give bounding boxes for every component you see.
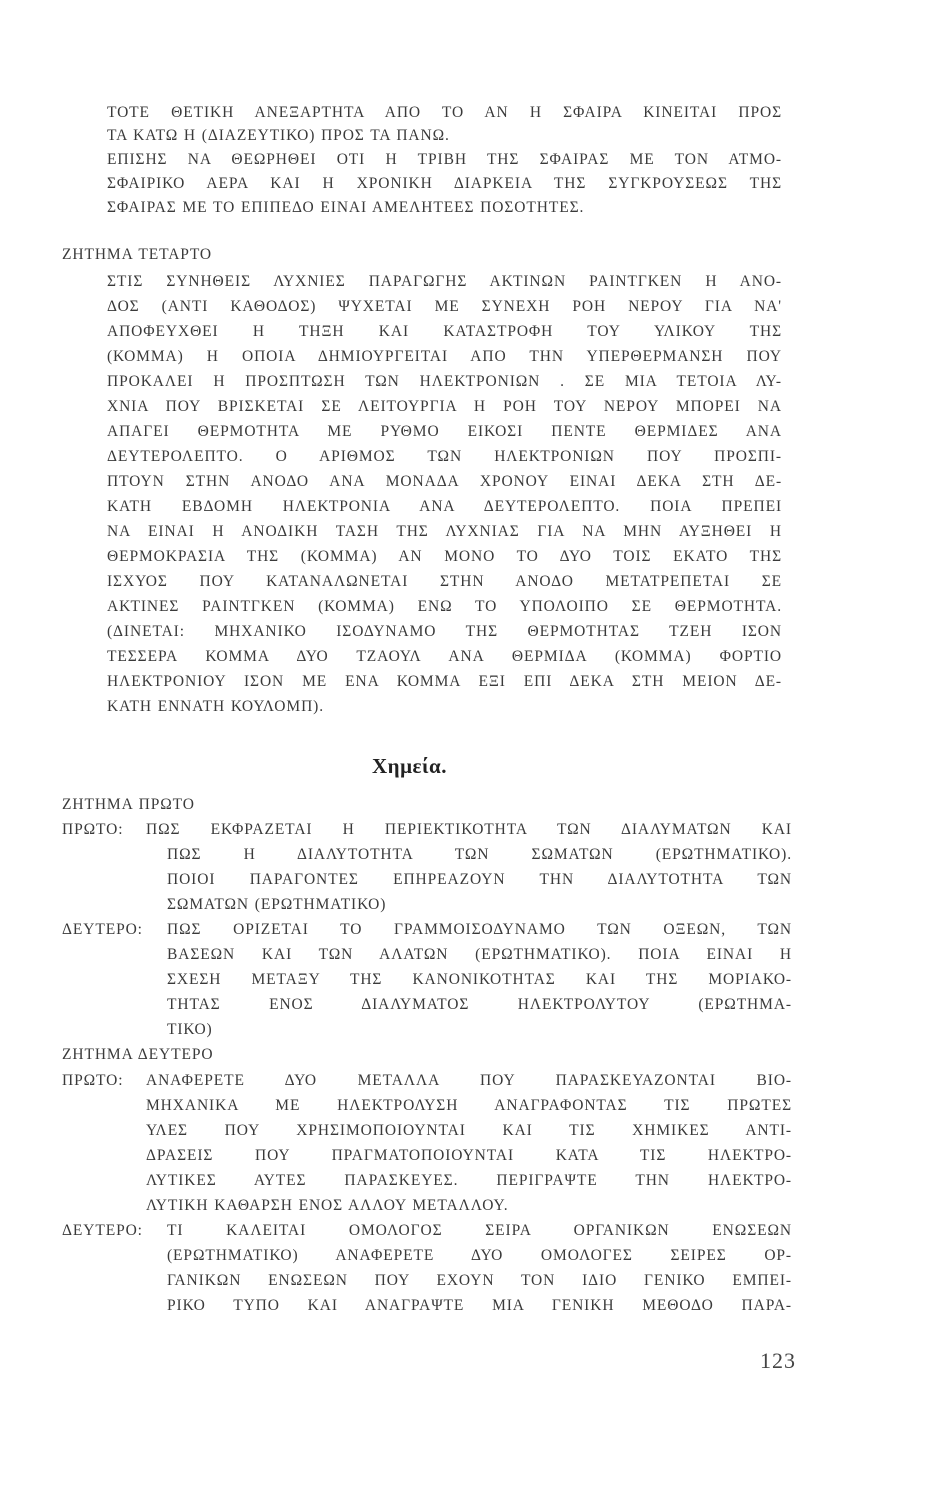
text-line: ΝΑ ΕΙΝΑΙ Η ΑΝΟΔΙΚΗ ΤΑΣΗ ΤΗΣ ΛΥΧΝΙΑΣ ΓΙΑ ΝΑ ΜΗΝ ΑΥΞΗΘΕΙ Η bbox=[107, 523, 782, 540]
text-line: ΣΧΕΣΗ ΜΕΤΑΞΥ ΤΗΣ ΚΑΝΟΝΙΚΟΤΗΤΑΣ ΚΑΙ ΤΗΣ ΜΟΡΙΑΚΟ- bbox=[167, 971, 792, 988]
question-label: ΔΕΥΤΕΡΟ: bbox=[62, 921, 143, 938]
question-label: ΠΡΩΤΟ: bbox=[62, 1072, 124, 1089]
text-line: ΔΕΥΤΕΡΟΛΕΠΤΟ. Ο ΑΡΙΘΜΟΣ ΤΩΝ ΗΛΕΚΤΡΟΝΙΩΝ ΠΟΥ ΠΡΟΣΠΙ- bbox=[107, 448, 782, 465]
text-line: ΛΥΤΙΚΕΣ ΑΥΤΕΣ ΠΑΡΑΣΚΕΥΕΣ. ΠΕΡΙΓΡΑΨΤΕ ΤΗΝ ΗΛΕΚΤΡΟ- bbox=[146, 1172, 792, 1189]
text-line: ΑΠΟΦΕΥΧΘΕΙ Η ΤΗΞΗ ΚΑΙ ΚΑΤΑΣΤΡΟΦΗ ΤΟΥ ΥΛΙΚΟΥ ΤΗΣ bbox=[107, 323, 782, 340]
text-line: ΣΤΙΣ ΣΥΝΗΘΕΙΣ ΛΥΧΝΙΕΣ ΠΑΡΑΓΩΓΗΣ ΑΚΤΙΝΩΝ ΡΑΙΝΤΓΚΕΝ Η ΑΝΟ- bbox=[107, 273, 782, 290]
text-line: ΓΑΝΙΚΩΝ ΕΝΩΣΕΩΝ ΠΟΥ ΕΧΟΥΝ ΤΟΝ ΙΔΙΟ ΓΕΝΙΚΟ ΕΜΠΕΙ- bbox=[167, 1272, 792, 1289]
question-label: ΔΕΥΤΕΡΟ: bbox=[62, 1222, 143, 1239]
text-line: ΠΩΣ Η ΔΙΑΛΥΤΟΤΗΤΑ ΤΩΝ ΣΩΜΑΤΩΝ (ΕΡΩΤΗΜΑΤΙΚΟ). bbox=[167, 846, 792, 863]
text-line: (ΚΟΜΜΑ) Η ΟΠΟΙΑ ΔΗΜΙΟΥΡΓΕΙΤΑΙ ΑΠΟ ΤΗΝ ΥΠΕΡΘΕΡΜΑΝΣΗ ΠΟΥ bbox=[107, 348, 782, 365]
text-line: ΕΠΙΣΗΣ ΝΑ ΘΕΩΡΗΘΕΙ ΟΤΙ Η ΤΡΙΒΗ ΤΗΣ ΣΦΑΙΡΑΣ ΜΕ ΤΟΝ ΑΤΜΟ- bbox=[107, 151, 782, 168]
text-line: ΥΛΕΣ ΠΟΥ ΧΡΗΣΙΜΟΠΟΙΟΥΝΤΑΙ ΚΑΙ ΤΙΣ ΧΗΜΙΚΕΣ ΑΝΤΙ- bbox=[146, 1122, 792, 1139]
text-line: ΤΑ ΚΑΤΩ Η (ΔΙΑΖΕΥΤΙΚΟ) ΠΡΟΣ ΤΑ ΠΑΝΩ. bbox=[107, 127, 450, 144]
text-line: ΚΑΤΗ ΕΒΔΟΜΗ ΗΛΕΚΤΡΟΝΙΑ ΑΝΑ ΔΕΥΤΕΡΟΛΕΠΤΟ. ΠΟΙΑ ΠΡΕΠΕΙ bbox=[107, 498, 782, 515]
text-line: ΠΡΟΚΑΛΕΙ Η ΠΡΟΣΠΤΩΣΗ ΤΩΝ ΗΛΕΚΤΡΟΝΙΩΝ . ΣΕ ΜΙΑ ΤΕΤΟΙΑ ΛΥ- bbox=[107, 373, 782, 390]
text-line: ΘΕΡΜΟΚΡΑΣΙΑ ΤΗΣ (ΚΟΜΜΑ) ΑΝ ΜΟΝΟ ΤΟ ΔΥΟ ΤΟΙΣ ΕΚΑΤΟ ΤΗΣ bbox=[107, 548, 782, 565]
text-line: ΔΡΑΣΕΙΣ ΠΟΥ ΠΡΑΓΜΑΤΟΠΟΙΟΥΝΤΑΙ ΚΑΤΑ ΤΙΣ ΗΛΕΚΤΡΟ- bbox=[146, 1147, 792, 1164]
text-line: ΡΙΚΟ ΤΥΠΟ ΚΑΙ ΑΝΑΓΡΑΨΤΕ ΜΙΑ ΓΕΝΙΚΗ ΜΕΘΟΔΟ ΠΑΡΑ- bbox=[167, 1297, 792, 1314]
text-line: ΤΗΤΑΣ ΕΝΟΣ ΔΙΑΛΥΜΑΤΟΣ ΗΛΕΚΤΡΟΛΥΤΟΥ (ΕΡΩΤΗΜΑ- bbox=[167, 996, 792, 1013]
question-label: ΠΡΩΤΟ: bbox=[62, 821, 124, 838]
text-line: ΠΩΣ ΕΚΦΡΑΖΕΤΑΙ Η ΠΕΡΙΕΚΤΙΚΟΤΗΤΑ ΤΩΝ ΔΙΑΛΥΜΑΤΩΝ ΚΑΙ bbox=[146, 821, 792, 838]
text-line: (ΕΡΩΤΗΜΑΤΙΚΟ) ΑΝΑΦΕΡΕΤΕ ΔΥΟ ΟΜΟΛΟΓΕΣ ΣΕΙΡΕΣ ΟΡ- bbox=[167, 1247, 792, 1264]
text-line: ΣΦΑΙΡΑΣ ΜΕ ΤΟ ΕΠΙΠΕΔΟ ΕΙΝΑΙ ΑΜΕΛΗΤΕΕΣ ΠΟΣΟΤΗΤΕΣ. bbox=[107, 199, 585, 216]
page-number: 123 bbox=[760, 1348, 796, 1373]
text-line: ΤΙ ΚΑΛΕΙΤΑΙ ΟΜΟΛΟΓΟΣ ΣΕΙΡΑ ΟΡΓΑΝΙΚΩΝ ΕΝΩΣΕΩΝ bbox=[167, 1222, 792, 1239]
text-line: ΜΗΧΑΝΙΚΑ ΜΕ ΗΛΕΚΤΡΟΛΥΣΗ ΑΝΑΓΡΑΦΟΝΤΑΣ ΤΙΣ ΠΡΩΤΕΣ bbox=[146, 1097, 792, 1114]
text-line: ΔΟΣ (ΑΝΤΙ ΚΑΘΟΔΟΣ) ΨΥΧΕΤΑΙ ΜΕ ΣΥΝΕΧΗ ΡΟΗ ΝΕΡΟΥ ΓΙΑ ΝΑ' bbox=[107, 298, 782, 315]
text-line: ΤΙΚΟ) bbox=[167, 1021, 213, 1038]
text-line: ΠΩΣ ΟΡΙΖΕΤΑΙ ΤΟ ΓΡΑΜΜΟΙΣΟΔΥΝΑΜΟ ΤΩΝ ΟΞΕΩΝ, ΤΩΝ bbox=[167, 921, 792, 938]
text-line: (ΔΙΝΕΤΑΙ: ΜΗΧΑΝΙΚΟ ΙΣΟΔΥΝΑΜΟ ΤΗΣ ΘΕΡΜΟΤΗΤΑΣ ΤΖΕΗ ΙΣΟΝ bbox=[107, 623, 782, 640]
text-line: ΣΦΑΙΡΙΚΟ ΑΕΡΑ ΚΑΙ Η ΧΡΟΝΙΚΗ ΔΙΑΡΚΕΙΑ ΤΗΣ ΣΥΓΚΡΟΥΣΕΩΣ ΤΗΣ bbox=[107, 175, 782, 192]
topic-heading: ΖΗΤΗΜΑ ΔΕΥΤΕΡΟ bbox=[62, 1046, 214, 1063]
text-line: ΑΠΑΓΕΙ ΘΕΡΜΟΤΗΤΑ ΜΕ ΡΥΘΜΟ ΕΙΚΟΣΙ ΠΕΝΤΕ ΘΕΡΜΙΔΕΣ ΑΝΑ bbox=[107, 423, 782, 440]
topic-heading: ΖΗΤΗΜΑ ΠΡΩΤΟ bbox=[62, 796, 195, 813]
text-line: ΙΣΧΥΟΣ ΠΟΥ ΚΑΤΑΝΑΛΩΝΕΤΑΙ ΣΤΗΝ ΑΝΟΔΟ ΜΕΤΑΤΡΕΠΕΤΑΙ ΣΕ bbox=[107, 573, 782, 590]
text-line: ΚΑΤΗ ΕΝΝΑΤΗ ΚΟΥΛΟΜΠ). bbox=[107, 698, 325, 715]
text-line: ΧΝΙΑ ΠΟΥ ΒΡΙΣΚΕΤΑΙ ΣΕ ΛΕΙΤΟΥΡΓΙΑ Η ΡΟΗ ΤΟΥ ΝΕΡΟΥ ΜΠΟΡΕΙ ΝΑ bbox=[107, 398, 782, 415]
text-line: ΠΟΙΟΙ ΠΑΡΑΓΟΝΤΕΣ ΕΠΗΡΕΑΖΟΥΝ ΤΗΝ ΔΙΑΛΥΤΟΤΗΤΑ ΤΩΝ bbox=[167, 871, 792, 888]
text-line: ΑΝΑΦΕΡΕΤΕ ΔΥΟ ΜΕΤΑΛΛΑ ΠΟΥ ΠΑΡΑΣΚΕΥΑΖΟΝΤΑΙ ΒΙΟ- bbox=[146, 1072, 792, 1089]
text-line: ΒΑΣΕΩΝ ΚΑΙ ΤΩΝ ΑΛΑΤΩΝ (ΕΡΩΤΗΜΑΤΙΚΟ). ΠΟΙΑ ΕΙΝΑΙ Η bbox=[167, 946, 792, 963]
text-line: ΤΕΣΣΕΡΑ ΚΟΜΜΑ ΔΥΟ ΤΖΑΟΥΛ ΑΝΑ ΘΕΡΜΙΔΑ (ΚΟΜΜΑ) ΦΟΡΤΙΟ bbox=[107, 648, 782, 665]
text-line: ΑΚΤΙΝΕΣ ΡΑΙΝΤΓΚΕΝ (ΚΟΜΜΑ) ΕΝΩ ΤΟ ΥΠΟΛΟΙΠΟ ΣΕ ΘΕΡΜΟΤΗΤΑ. bbox=[107, 598, 782, 615]
text-line: ΛΥΤΙΚΗ ΚΑΘΑΡΣΗ ΕΝΟΣ ΑΛΛΟΥ ΜΕΤΑΛΛΟΥ. bbox=[146, 1197, 509, 1214]
section-title: Χημεία. bbox=[372, 754, 447, 778]
topic-heading: ΖΗΤΗΜΑ ΤΕΤΑΡΤΟ bbox=[62, 246, 212, 263]
text-line: ΤΟΤΕ ΘΕΤΙΚΗ ΑΝΕΞΑΡΤΗΤΑ ΑΠΟ ΤΟ ΑΝ Η ΣΦΑΙΡΑ ΚΙΝΕΙΤΑΙ ΠΡΟΣ bbox=[107, 104, 782, 121]
text-line: ΠΤΟΥΝ ΣΤΗΝ ΑΝΟΔΟ ΑΝΑ ΜΟΝΑΔΑ ΧΡΟΝΟΥ ΕΙΝΑΙ ΔΕΚΑ ΣΤΗ ΔΕ- bbox=[107, 473, 782, 490]
text-line: ΗΛΕΚΤΡΟΝΙΟΥ ΙΣΟΝ ΜΕ ΕΝΑ ΚΟΜΜΑ ΕΞΙ ΕΠΙ ΔΕΚΑ ΣΤΗ ΜΕΙΟΝ ΔΕ- bbox=[107, 673, 782, 690]
text-line: ΣΩΜΑΤΩΝ (ΕΡΩΤΗΜΑΤΙΚΟ) bbox=[167, 896, 387, 913]
